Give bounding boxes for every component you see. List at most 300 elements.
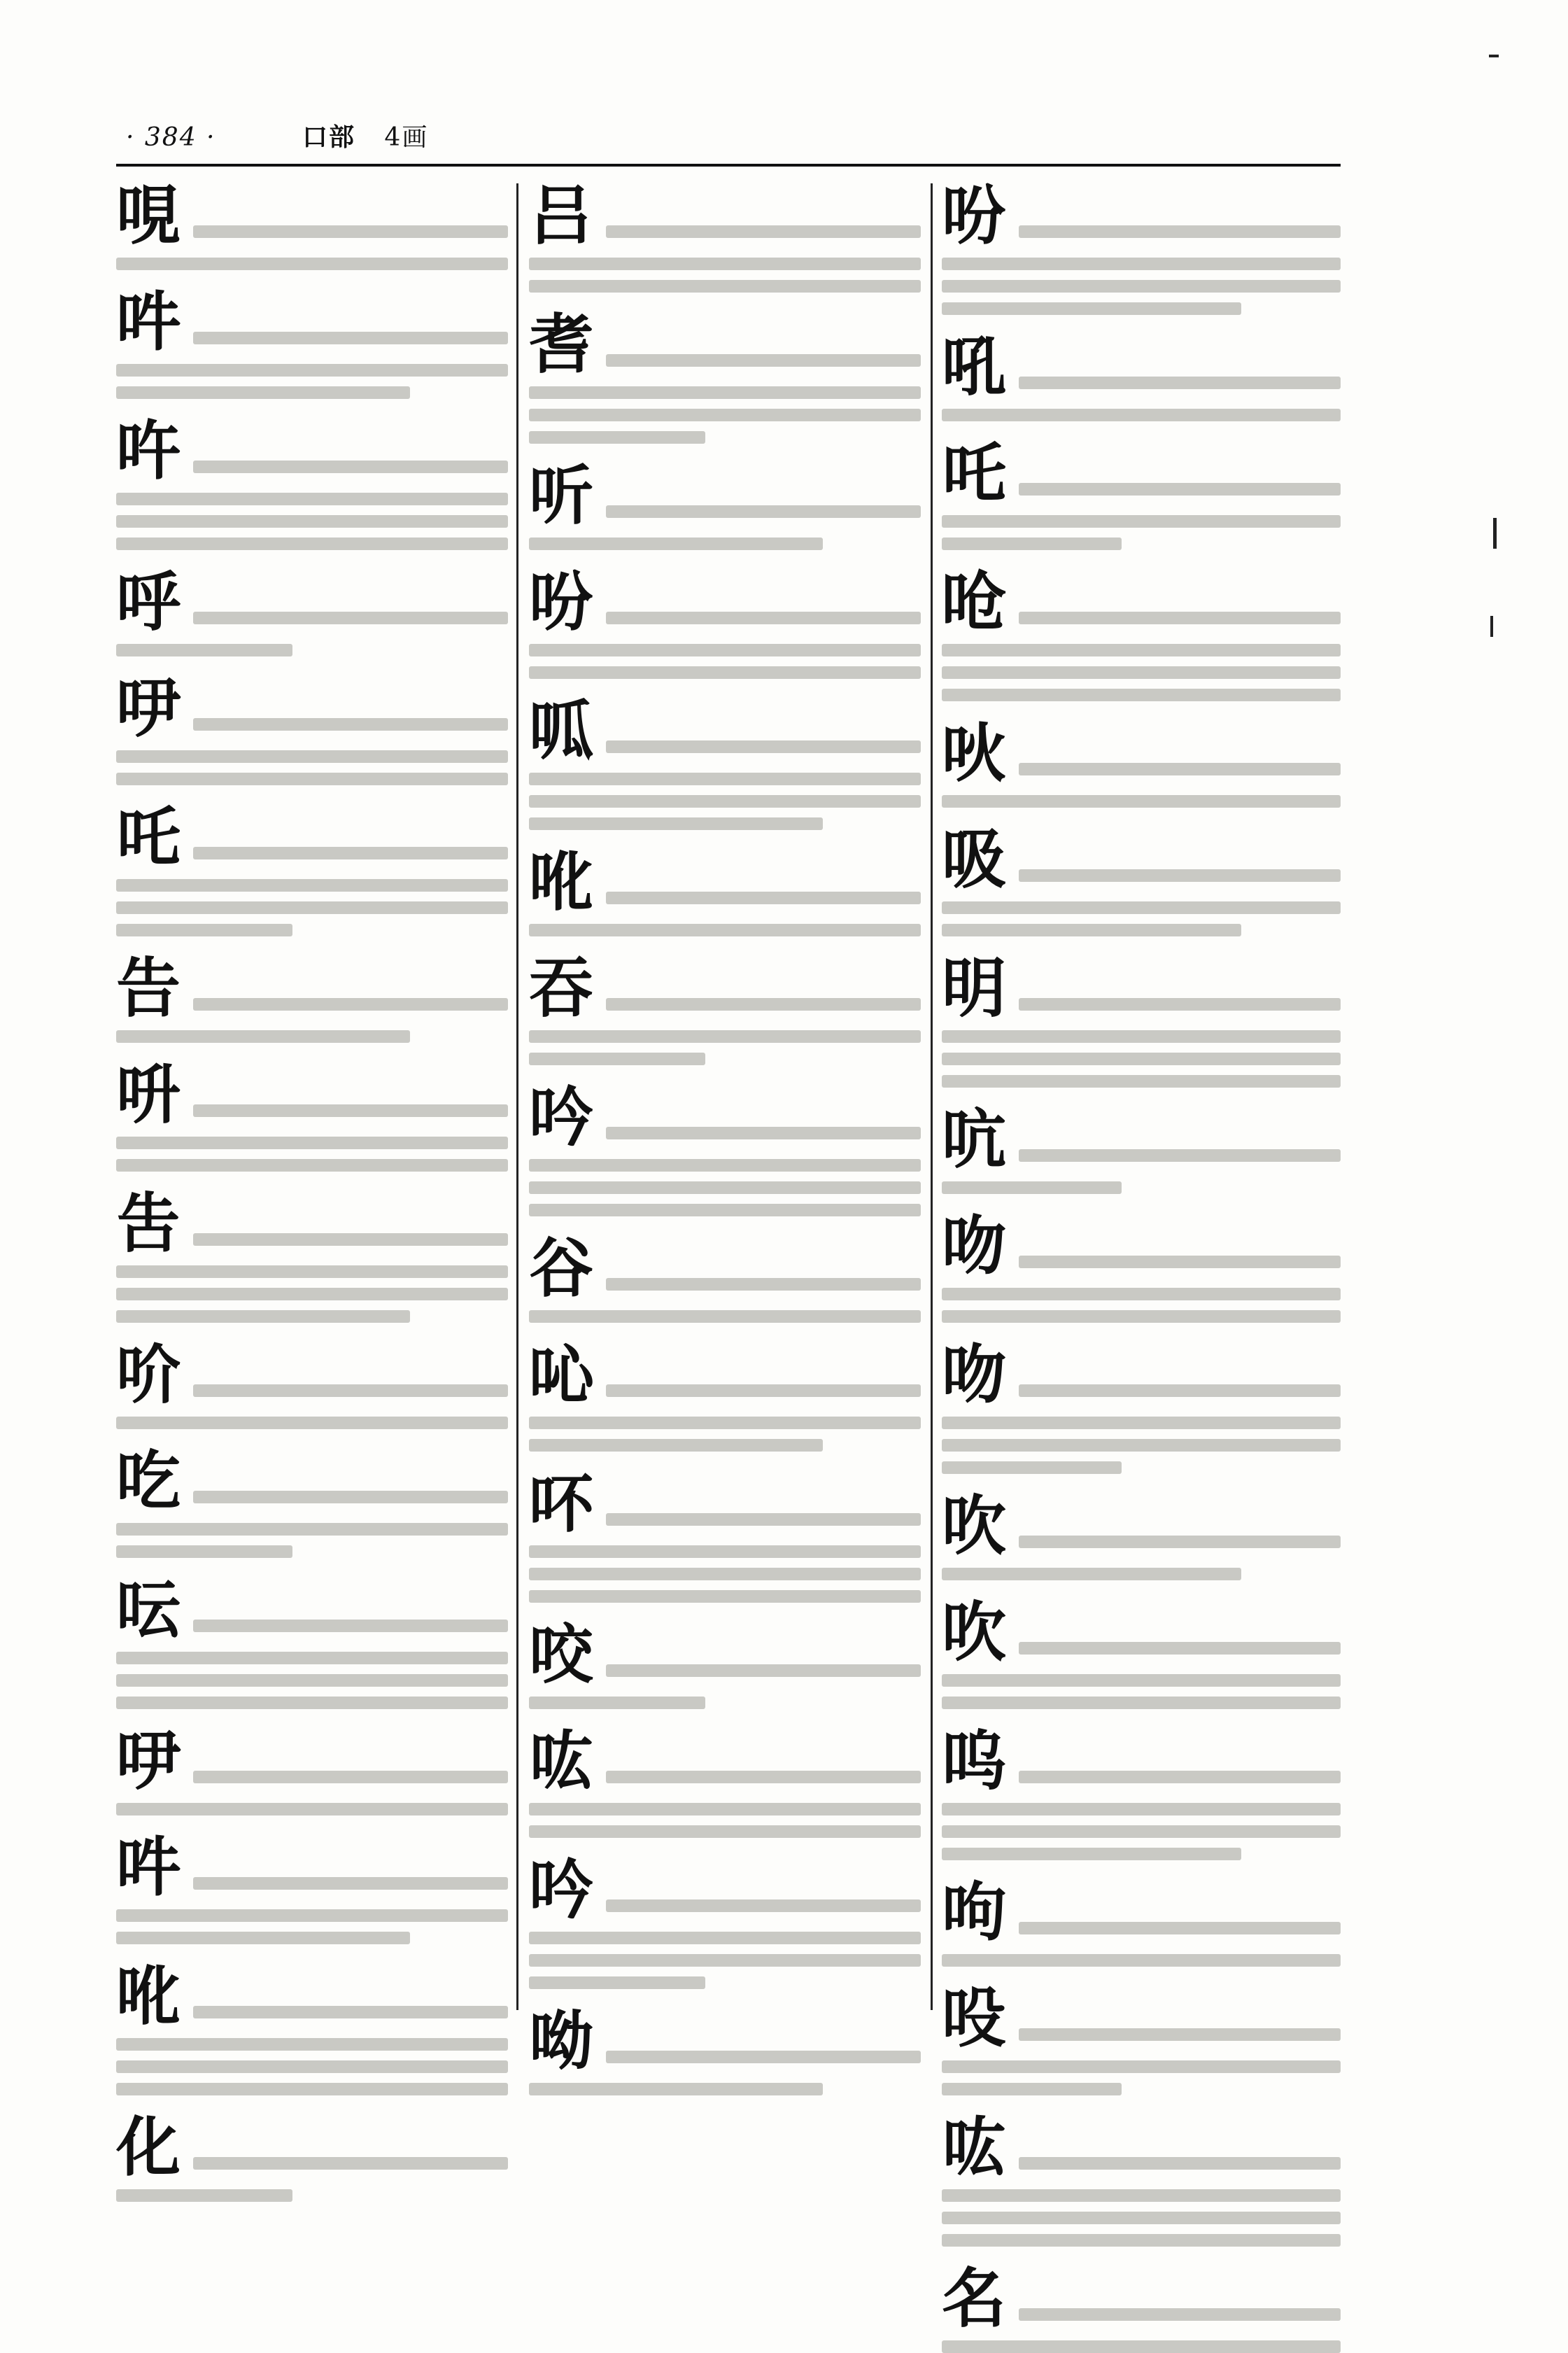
dictionary-entry (942, 1208, 1341, 1323)
dictionary-entry (116, 1829, 508, 1944)
definition-line (942, 1697, 1341, 1709)
headword: 呴 (942, 1874, 1007, 1950)
entry-head (116, 950, 508, 1026)
headword: 吿 (116, 1186, 181, 1261)
dictionary-entry (116, 1057, 508, 1172)
entry-head (942, 1102, 1341, 1177)
headword: 吻 (942, 1337, 1007, 1412)
definition-line (193, 1877, 508, 1890)
dictionary-entry (116, 1723, 508, 1815)
headword: 呍 (116, 1572, 181, 1648)
headword: 吤 (116, 1337, 181, 1412)
definition-line (942, 1848, 1241, 1860)
entry-head (116, 799, 508, 875)
definition-line (1019, 1922, 1341, 1934)
definition-line (942, 1310, 1341, 1323)
definition-line (116, 1697, 508, 1709)
definition-line (529, 1976, 705, 1989)
entry-head (942, 1208, 1341, 1284)
definition-line (1019, 1256, 1341, 1268)
entry-head (529, 950, 921, 1026)
definition-line (606, 1384, 921, 1397)
entry-head (942, 435, 1341, 511)
definition-line (529, 924, 921, 936)
definition-line (1019, 612, 1341, 624)
definition-line (606, 1127, 921, 1139)
definition-line (942, 1674, 1341, 1687)
entry-head (942, 2109, 1341, 2185)
definition-line (116, 1803, 508, 1815)
definition-line (942, 515, 1341, 528)
entry-head (942, 1874, 1341, 1950)
dictionary-entry (116, 799, 508, 936)
definition-line (942, 1439, 1341, 1452)
definition-line (193, 612, 508, 624)
definition-line (116, 258, 508, 270)
headword: 吹 (942, 1488, 1007, 1564)
stroke-count: 4画 (384, 123, 429, 152)
headword: 吪 (116, 1958, 181, 2034)
definition-line (116, 1288, 508, 1300)
definition-line (942, 2060, 1341, 2073)
entry-head (529, 1230, 921, 1306)
scan-mark (1489, 55, 1499, 57)
definition-line (942, 538, 1122, 550)
dictionary-entry (529, 1723, 921, 1838)
headword: 吃 (116, 1443, 181, 1519)
definition-line (1019, 1642, 1341, 1655)
definition-line (116, 1417, 508, 1429)
headword: 告 (116, 950, 181, 1026)
entry-head (116, 413, 508, 489)
definition-line (942, 1288, 1341, 1300)
definition-line (116, 1909, 508, 1922)
entry-head (529, 1337, 921, 1412)
headword: 吙 (942, 715, 1007, 791)
definition-line (116, 1652, 508, 1664)
definition-line (942, 1461, 1122, 1474)
definition-line (116, 773, 508, 785)
entry-head (942, 1337, 1341, 1412)
dictionary-entry (942, 1488, 1341, 1580)
headword: 谷 (529, 1230, 594, 1306)
definition-line (606, 354, 921, 367)
definition-line (942, 901, 1341, 914)
entry-head (942, 1488, 1341, 1564)
dictionary-entry (116, 413, 508, 550)
entry-head (529, 1723, 921, 1799)
definition-line (1019, 483, 1341, 496)
entry-head (116, 1057, 508, 1132)
definition-line (193, 2006, 508, 2018)
headword: 听 (529, 458, 594, 533)
dictionary-entry (942, 1337, 1341, 1474)
definition-line (1019, 998, 1341, 1011)
entry-head (116, 1723, 508, 1799)
headword: 吸 (942, 822, 1007, 897)
dictionary-entry (116, 1958, 508, 2095)
headword: 吣 (529, 1337, 594, 1412)
entry-head (116, 1337, 508, 1412)
entry-head (116, 564, 508, 640)
definition-line (116, 2189, 292, 2202)
entry-head (942, 1594, 1341, 1670)
entry-head (116, 1958, 508, 2034)
dictionary-entry (529, 307, 921, 444)
definition-line (942, 2212, 1341, 2224)
definition-line (529, 1310, 921, 1323)
definition-line (606, 225, 921, 238)
definition-line (1019, 1771, 1341, 1783)
definition-line (1019, 2028, 1341, 2041)
dictionary-entry (529, 1230, 921, 1323)
definition-line (942, 2189, 1341, 2202)
definition-line (529, 1030, 921, 1043)
definition-line (606, 2051, 921, 2063)
headword: 呜 (942, 1723, 1007, 1799)
column-divider (516, 183, 518, 2010)
entry-head (116, 1186, 508, 1261)
definition-line (529, 431, 705, 444)
entry-head (529, 1617, 921, 1692)
definition-line (529, 1053, 705, 1065)
entry-head (942, 822, 1341, 897)
definition-line (606, 505, 921, 518)
definition-line (606, 1513, 921, 1526)
headword: 吪 (529, 844, 594, 920)
headword: 呼 (116, 564, 181, 640)
definition-line (193, 1620, 508, 1632)
definition-line (193, 1104, 508, 1117)
definition-line (529, 817, 823, 830)
header-rule (116, 164, 1341, 167)
definition-line (942, 666, 1341, 679)
dictionary-entry (942, 2261, 1341, 2353)
definition-line (606, 1771, 921, 1783)
definition-line (116, 515, 508, 528)
definition-line (942, 689, 1341, 701)
definition-line (116, 538, 508, 550)
definition-line (529, 1932, 921, 1944)
dictionary-entry (116, 1337, 508, 1429)
headword: 吕 (529, 178, 594, 253)
headword: 咬 (529, 1617, 594, 1692)
definition-line (606, 612, 921, 624)
definition-line (1019, 225, 1341, 238)
definition-line (529, 386, 921, 399)
definition-line (529, 1697, 705, 1709)
definition-line (193, 718, 508, 731)
definition-line (529, 280, 921, 293)
definition-line (529, 258, 921, 270)
dictionary-entry (942, 715, 1341, 808)
entry-head (116, 1572, 508, 1648)
definition-line (116, 1265, 508, 1278)
definition-line (529, 2083, 823, 2095)
entry-head (942, 1723, 1341, 1799)
headword: 吚 (116, 670, 181, 746)
definition-line (1019, 869, 1341, 882)
definition-line (193, 847, 508, 859)
definition-line (942, 644, 1341, 656)
dictionary-entry (942, 1102, 1341, 1194)
dictionary-entry (529, 1466, 921, 1603)
definition-line (1019, 2308, 1341, 2321)
definition-line (116, 364, 508, 377)
definition-line (116, 1523, 508, 1536)
dictionary-entry (116, 284, 508, 399)
definition-line (116, 1159, 508, 1172)
definition-line (116, 750, 508, 763)
headword: 名 (942, 2261, 1007, 2336)
definition-line (942, 1954, 1341, 1967)
definition-line (942, 2340, 1341, 2353)
entry-head (529, 693, 921, 768)
headword: 吟 (529, 1079, 594, 1155)
entry-head (529, 564, 921, 640)
entry-head (116, 178, 508, 253)
dictionary-entry (116, 2109, 508, 2202)
headword: 吰 (942, 2109, 1007, 2185)
definition-line (116, 1932, 410, 1944)
definition-line (193, 2157, 508, 2170)
definition-line (116, 901, 508, 914)
definition-line (529, 1590, 921, 1603)
definition-line (1019, 1536, 1341, 1548)
entry-head (529, 178, 921, 253)
definition-line (116, 1310, 410, 1323)
definition-line (529, 409, 921, 421)
definition-line (193, 332, 508, 344)
definition-line (942, 2234, 1341, 2247)
definition-line (193, 998, 508, 1011)
entry-head (529, 458, 921, 533)
definition-line (1019, 763, 1341, 775)
definition-line (606, 892, 921, 904)
entry-head (942, 329, 1341, 405)
dictionary-entry (116, 178, 508, 270)
dictionary-entry (942, 178, 1341, 315)
definition-line (529, 1159, 921, 1172)
entry-head (942, 950, 1341, 1026)
definition-line (1019, 1149, 1341, 1162)
headword: 吒 (116, 799, 181, 875)
definition-line (116, 2038, 508, 2051)
definition-line (193, 225, 508, 238)
headword: 吽 (116, 284, 181, 360)
dictionary-entry (942, 1723, 1341, 1860)
dictionary-entry (529, 1337, 921, 1452)
definition-line (606, 1899, 921, 1912)
entry-head (942, 2261, 1341, 2336)
column-2 (529, 178, 921, 2079)
dictionary-entry (942, 2109, 1341, 2247)
dictionary-entry (116, 1572, 508, 1709)
headword: 吩 (529, 564, 594, 640)
dictionary-entry (529, 1617, 921, 1709)
definition-line (193, 1491, 508, 1503)
definition-line (942, 1181, 1122, 1194)
headword: 呦 (529, 2003, 594, 2079)
dictionary-entry (116, 950, 508, 1043)
definition-line (942, 409, 1341, 421)
column-3 (942, 178, 1341, 2336)
dictionary-entry (529, 458, 921, 550)
definition-line (529, 1803, 921, 1815)
entry-head (529, 1079, 921, 1155)
definition-line (606, 998, 921, 1011)
entry-head (529, 1466, 921, 1541)
definition-line (942, 1568, 1241, 1580)
entry-head (116, 2109, 508, 2185)
dictionary-entry (942, 950, 1341, 1088)
definition-line (116, 644, 292, 656)
definition-line (116, 493, 508, 505)
dictionary-entry (942, 1981, 1341, 2095)
definition-line (942, 924, 1241, 936)
entry-head (529, 307, 921, 382)
dictionary-entry (529, 844, 921, 936)
definition-line (193, 1233, 508, 1246)
definition-line (116, 1674, 508, 1687)
headword: 吟 (529, 1852, 594, 1927)
definition-line (116, 2060, 508, 2073)
definition-line (529, 1545, 921, 1558)
dictionary-entry (942, 1594, 1341, 1709)
headword: 明 (942, 950, 1007, 1026)
entry-head (942, 564, 1341, 640)
dictionary-entry (116, 670, 508, 785)
definition-line (529, 1825, 921, 1838)
entry-head (116, 284, 508, 360)
entry-head (529, 1852, 921, 1927)
definition-line (942, 302, 1241, 315)
page-header (126, 118, 428, 153)
definition-line (193, 461, 508, 473)
headword: 吺 (942, 1981, 1007, 2056)
definition-line (942, 1030, 1341, 1043)
headword: 吘 (116, 413, 181, 489)
headword: 呏 (116, 1057, 181, 1132)
headword: 吥 (529, 1466, 594, 1541)
scan-mark (1493, 518, 1497, 549)
entry-head (116, 670, 508, 746)
definition-line (193, 1384, 508, 1397)
dictionary-entry (116, 1186, 508, 1323)
entry-head (942, 1981, 1341, 2056)
definition-line (529, 1439, 823, 1452)
headword: 吼 (942, 329, 1007, 405)
headword: 吰 (529, 1723, 594, 1799)
definition-line (529, 1204, 921, 1216)
headword: 吭 (942, 1102, 1007, 1177)
definition-line (942, 1053, 1341, 1065)
headword: 呛 (942, 564, 1007, 640)
entry-head (116, 1443, 508, 1519)
dictionary-entry (529, 178, 921, 293)
definition-line (942, 258, 1341, 270)
dictionary-entry (116, 564, 508, 656)
dictionary-entry (942, 435, 1341, 550)
definition-line (529, 1954, 921, 1967)
headword: 吻 (942, 1208, 1007, 1284)
definition-line (606, 740, 921, 753)
definition-line (942, 1417, 1341, 1429)
definition-line (942, 1803, 1341, 1815)
definition-line (529, 795, 921, 808)
entry-head (116, 1829, 508, 1905)
entry-head (942, 715, 1341, 791)
headword: 哯 (116, 178, 181, 253)
dictionary-entry (529, 1079, 921, 1216)
definition-line (1019, 2157, 1341, 2170)
definition-line (942, 2083, 1122, 2095)
dictionary-entry (942, 822, 1341, 936)
definition-line (116, 924, 292, 936)
scan-mark (1490, 616, 1493, 637)
headword: 㖈 (529, 307, 594, 382)
definition-line (116, 386, 410, 399)
definition-line (116, 1137, 508, 1149)
definition-line (193, 1771, 508, 1783)
headword: 吒 (942, 435, 1007, 511)
dictionary-entry (529, 564, 921, 679)
headword: 呱 (529, 693, 594, 768)
definition-line (529, 538, 823, 550)
dictionary-entry (942, 1874, 1341, 1967)
definition-line (529, 1417, 921, 1429)
definition-line (606, 1278, 921, 1291)
dictionary-entry (529, 1852, 921, 1989)
definition-line (529, 1568, 921, 1580)
definition-line (1019, 1384, 1341, 1397)
definition-line (116, 879, 508, 892)
dictionary-entry (942, 329, 1341, 421)
column-divider (931, 183, 933, 2010)
definition-line (116, 1545, 292, 1558)
dictionary-entry (529, 2003, 921, 2095)
dictionary-entry (529, 693, 921, 830)
definition-line (529, 644, 921, 656)
radical-title: 口部 (302, 122, 355, 152)
dictionary-entry (116, 1443, 508, 1558)
entry-head (529, 844, 921, 920)
definition-line (942, 1075, 1341, 1088)
definition-line (942, 1825, 1341, 1838)
definition-line (529, 666, 921, 679)
definition-line (529, 773, 921, 785)
headword: 吽 (116, 1829, 181, 1905)
entry-head (942, 178, 1341, 253)
headword: 吚 (116, 1723, 181, 1799)
headword: 吹 (942, 1594, 1007, 1670)
headword: 吞 (529, 950, 594, 1026)
definition-line (529, 1181, 921, 1194)
definition-line (606, 1664, 921, 1677)
definition-line (1019, 377, 1341, 389)
column-1 (116, 178, 508, 2185)
definition-line (942, 795, 1341, 808)
definition-line (116, 1030, 410, 1043)
definition-line (116, 2083, 508, 2095)
page-number: · 384 · (126, 123, 216, 152)
dictionary-entry (529, 950, 921, 1065)
headword: 吩 (942, 178, 1007, 253)
definition-line (942, 280, 1341, 293)
dictionary-entry (942, 564, 1341, 701)
entry-head (529, 2003, 921, 2079)
headword: 化 (116, 2109, 181, 2185)
